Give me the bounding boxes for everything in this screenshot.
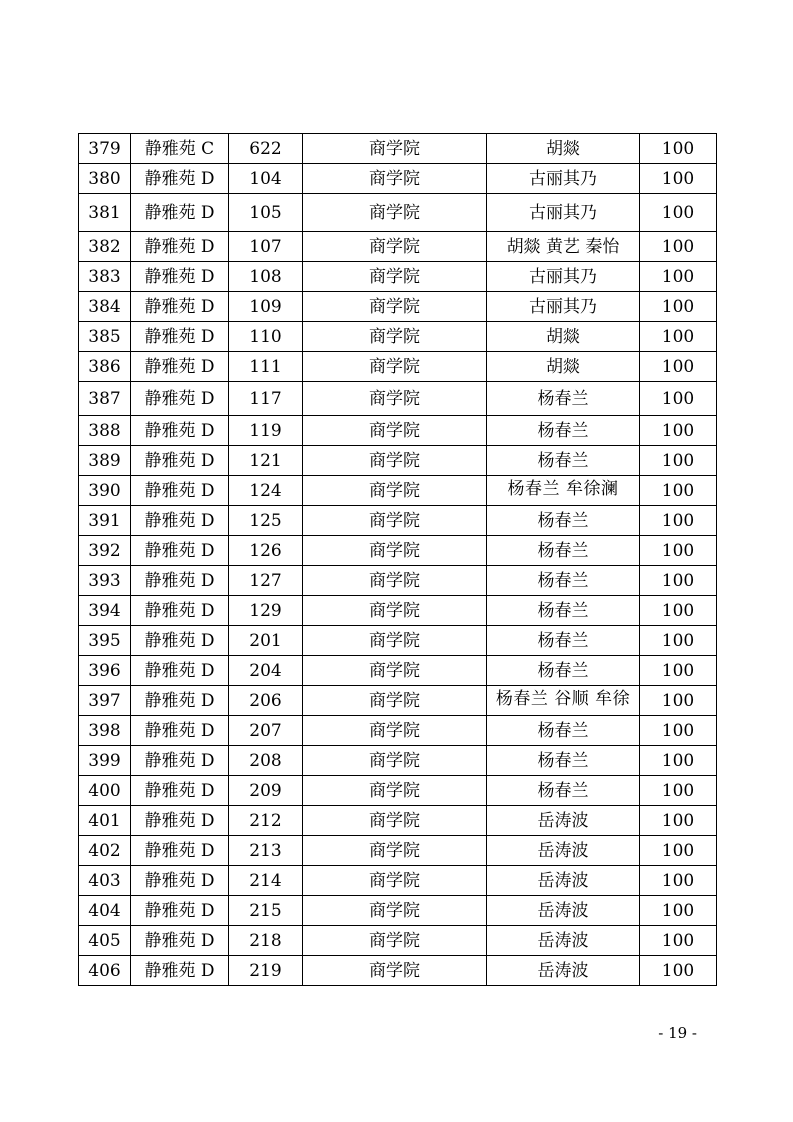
- teacher-cell: 杨春兰: [487, 776, 640, 806]
- table-row: [79, 806, 717, 836]
- college-cell: 商学院: [303, 806, 487, 836]
- building-cell: 静雅苑 D: [131, 164, 229, 194]
- teacher-cell: [487, 686, 640, 716]
- room-cell: 126: [229, 536, 303, 566]
- college-cell: 商学院: [303, 956, 487, 986]
- room-cell: 108: [229, 262, 303, 292]
- score-cell: 100: [640, 686, 717, 716]
- room-cell: 219: [229, 956, 303, 986]
- row-number-cell: 390: [79, 476, 131, 506]
- table-row: [79, 232, 717, 262]
- college-cell: 商学院: [303, 262, 487, 292]
- teacher-cell: 岳涛波: [487, 926, 640, 956]
- teacher-cell: 岳涛波: [487, 836, 640, 866]
- room-cell: 125: [229, 506, 303, 536]
- row-number-cell: 391: [79, 506, 131, 536]
- score-cell: 100: [640, 746, 717, 776]
- room-cell: 129: [229, 596, 303, 626]
- row-number-cell: 403: [79, 866, 131, 896]
- building-cell: 静雅苑 D: [131, 194, 229, 232]
- teacher-cell: 岳涛波: [487, 866, 640, 896]
- room-cell: 109: [229, 292, 303, 322]
- college-cell: 商学院: [303, 626, 487, 656]
- college-cell: 商学院: [303, 322, 487, 352]
- score-cell: 100: [640, 352, 717, 382]
- college-cell: 商学院: [303, 566, 487, 596]
- row-number-cell: 379: [79, 134, 131, 164]
- building-cell: 静雅苑 D: [131, 596, 229, 626]
- table-row: [79, 292, 717, 322]
- building-cell: 静雅苑 D: [131, 382, 229, 416]
- row-number-cell: 397: [79, 686, 131, 716]
- table-row: [79, 194, 717, 232]
- row-number-cell: 385: [79, 322, 131, 352]
- row-number-cell: 382: [79, 232, 131, 262]
- room-cell: 212: [229, 806, 303, 836]
- college-cell: 商学院: [303, 446, 487, 476]
- table-row: [79, 926, 717, 956]
- building-cell: 静雅苑 D: [131, 506, 229, 536]
- college-cell: 商学院: [303, 352, 487, 382]
- table-row: [79, 896, 717, 926]
- college-cell: 商学院: [303, 596, 487, 626]
- college-cell: 商学院: [303, 382, 487, 416]
- row-number-cell: 392: [79, 536, 131, 566]
- score-cell: 100: [640, 776, 717, 806]
- room-cell: 204: [229, 656, 303, 686]
- building-cell: 静雅苑 D: [131, 716, 229, 746]
- room-cell: 213: [229, 836, 303, 866]
- room-cell: 127: [229, 566, 303, 596]
- row-number-cell: 400: [79, 776, 131, 806]
- row-number-cell: 384: [79, 292, 131, 322]
- room-cell: 110: [229, 322, 303, 352]
- table-row: [79, 446, 717, 476]
- row-number-cell: 401: [79, 806, 131, 836]
- row-number-cell: 380: [79, 164, 131, 194]
- table-row: [79, 322, 717, 352]
- building-cell: 静雅苑 D: [131, 446, 229, 476]
- score-cell: 100: [640, 416, 717, 446]
- college-cell: 商学院: [303, 506, 487, 536]
- building-cell: 静雅苑 D: [131, 836, 229, 866]
- table-row: [79, 506, 717, 536]
- college-cell: 商学院: [303, 476, 487, 506]
- building-cell: 静雅苑 D: [131, 776, 229, 806]
- room-cell: 209: [229, 776, 303, 806]
- teacher-cell: 胡燚: [487, 134, 640, 164]
- teacher-cell: 岳涛波: [487, 806, 640, 836]
- row-number-cell: 389: [79, 446, 131, 476]
- room-cell: 119: [229, 416, 303, 446]
- college-cell: 商学院: [303, 134, 487, 164]
- teacher-cell: 杨春兰: [487, 746, 640, 776]
- teacher-cell: 杨春兰: [487, 566, 640, 596]
- score-cell: 100: [640, 134, 717, 164]
- room-cell: 208: [229, 746, 303, 776]
- college-cell: 商学院: [303, 194, 487, 232]
- row-number-cell: 406: [79, 956, 131, 986]
- room-score-table: [78, 133, 717, 986]
- building-cell: 静雅苑 D: [131, 746, 229, 776]
- teacher-cell: 杨春兰: [487, 416, 640, 446]
- score-cell: 100: [640, 322, 717, 352]
- row-number-cell: 383: [79, 262, 131, 292]
- table-row: [79, 836, 717, 866]
- table-body: [79, 134, 717, 986]
- teacher-cell: 杨春兰: [487, 716, 640, 746]
- teacher-cell: 胡燚 黄艺 秦怡: [487, 232, 640, 262]
- score-cell: 100: [640, 806, 717, 836]
- score-cell: 100: [640, 194, 717, 232]
- room-cell: 117: [229, 382, 303, 416]
- teacher-cell: 古丽其乃: [487, 292, 640, 322]
- table-row: [79, 656, 717, 686]
- score-cell: 100: [640, 956, 717, 986]
- score-cell: 100: [640, 596, 717, 626]
- table-row: [79, 776, 717, 806]
- teacher-cell: [487, 476, 640, 506]
- college-cell: 商学院: [303, 292, 487, 322]
- table-row: [79, 686, 717, 716]
- college-cell: 商学院: [303, 536, 487, 566]
- teacher-cell-text: 杨春兰 谷顺 牟徐: [495, 688, 631, 709]
- college-cell: 商学院: [303, 866, 487, 896]
- table-row: [79, 566, 717, 596]
- building-cell: 静雅苑 D: [131, 806, 229, 836]
- table-row: [79, 716, 717, 746]
- score-cell: 100: [640, 836, 717, 866]
- row-number-cell: 388: [79, 416, 131, 446]
- teacher-cell: 古丽其乃: [487, 194, 640, 232]
- building-cell: 静雅苑 C: [131, 134, 229, 164]
- row-number-cell: 393: [79, 566, 131, 596]
- teacher-cell: 胡燚: [487, 352, 640, 382]
- page-number: - 19 -: [658, 1024, 697, 1042]
- college-cell: 商学院: [303, 836, 487, 866]
- room-cell: 215: [229, 896, 303, 926]
- score-cell: 100: [640, 896, 717, 926]
- college-cell: 商学院: [303, 746, 487, 776]
- teacher-cell: 岳涛波: [487, 956, 640, 986]
- teacher-cell: 杨春兰: [487, 536, 640, 566]
- table-row: [79, 262, 717, 292]
- building-cell: 静雅苑 D: [131, 292, 229, 322]
- teacher-cell: 杨春兰: [487, 626, 640, 656]
- table-row: [79, 536, 717, 566]
- table-row: [79, 416, 717, 446]
- room-cell: 124: [229, 476, 303, 506]
- college-cell: 商学院: [303, 686, 487, 716]
- building-cell: 静雅苑 D: [131, 352, 229, 382]
- score-cell: 100: [640, 926, 717, 956]
- building-cell: 静雅苑 D: [131, 656, 229, 686]
- teacher-cell: 杨春兰: [487, 656, 640, 686]
- building-cell: 静雅苑 D: [131, 866, 229, 896]
- table-row: [79, 134, 717, 164]
- score-cell: 100: [640, 506, 717, 536]
- score-cell: 100: [640, 716, 717, 746]
- room-cell: 622: [229, 134, 303, 164]
- teacher-cell-text: 杨春兰 牟徐澜: [507, 478, 619, 499]
- college-cell: 商学院: [303, 896, 487, 926]
- score-cell: 100: [640, 164, 717, 194]
- table-row: [79, 476, 717, 506]
- row-number-cell: 381: [79, 194, 131, 232]
- room-cell: 104: [229, 164, 303, 194]
- building-cell: 静雅苑 D: [131, 322, 229, 352]
- college-cell: 商学院: [303, 926, 487, 956]
- teacher-cell: 杨春兰: [487, 596, 640, 626]
- row-number-cell: 399: [79, 746, 131, 776]
- room-cell: 121: [229, 446, 303, 476]
- room-cell: 214: [229, 866, 303, 896]
- room-cell: 107: [229, 232, 303, 262]
- score-cell: 100: [640, 262, 717, 292]
- college-cell: 商学院: [303, 716, 487, 746]
- table-row: [79, 866, 717, 896]
- room-cell: 111: [229, 352, 303, 382]
- room-cell: 218: [229, 926, 303, 956]
- college-cell: 商学院: [303, 776, 487, 806]
- table-row: [79, 626, 717, 656]
- building-cell: 静雅苑 D: [131, 232, 229, 262]
- score-cell: 100: [640, 536, 717, 566]
- row-number-cell: 387: [79, 382, 131, 416]
- college-cell: 商学院: [303, 656, 487, 686]
- teacher-cell: 胡燚: [487, 322, 640, 352]
- building-cell: 静雅苑 D: [131, 686, 229, 716]
- building-cell: 静雅苑 D: [131, 536, 229, 566]
- table-row: [79, 746, 717, 776]
- score-cell: 100: [640, 292, 717, 322]
- teacher-cell: 杨春兰: [487, 506, 640, 536]
- table-row: [79, 352, 717, 382]
- building-cell: 静雅苑 D: [131, 956, 229, 986]
- college-cell: 商学院: [303, 164, 487, 194]
- building-cell: 静雅苑 D: [131, 416, 229, 446]
- teacher-cell: 杨春兰: [487, 382, 640, 416]
- table-row: [79, 956, 717, 986]
- row-number-cell: 396: [79, 656, 131, 686]
- teacher-cell: 杨春兰: [487, 446, 640, 476]
- room-cell: 207: [229, 716, 303, 746]
- building-cell: 静雅苑 D: [131, 896, 229, 926]
- table-row: [79, 164, 717, 194]
- building-cell: 静雅苑 D: [131, 626, 229, 656]
- teacher-cell: 古丽其乃: [487, 164, 640, 194]
- building-cell: 静雅苑 D: [131, 566, 229, 596]
- room-cell: 206: [229, 686, 303, 716]
- building-cell: 静雅苑 D: [131, 926, 229, 956]
- teacher-cell: 古丽其乃: [487, 262, 640, 292]
- row-number-cell: 405: [79, 926, 131, 956]
- score-cell: 100: [640, 656, 717, 686]
- row-number-cell: 394: [79, 596, 131, 626]
- table-row: [79, 382, 717, 416]
- building-cell: 静雅苑 D: [131, 262, 229, 292]
- score-cell: 100: [640, 866, 717, 896]
- college-cell: 商学院: [303, 232, 487, 262]
- row-number-cell: 398: [79, 716, 131, 746]
- building-cell: 静雅苑 D: [131, 476, 229, 506]
- table-row: [79, 596, 717, 626]
- score-cell: 100: [640, 232, 717, 262]
- row-number-cell: 402: [79, 836, 131, 866]
- room-cell: 105: [229, 194, 303, 232]
- score-cell: 100: [640, 476, 717, 506]
- room-cell: 201: [229, 626, 303, 656]
- score-cell: 100: [640, 626, 717, 656]
- row-number-cell: 404: [79, 896, 131, 926]
- score-cell: 100: [640, 382, 717, 416]
- teacher-cell: 岳涛波: [487, 896, 640, 926]
- row-number-cell: 395: [79, 626, 131, 656]
- score-cell: 100: [640, 566, 717, 596]
- row-number-cell: 386: [79, 352, 131, 382]
- college-cell: 商学院: [303, 416, 487, 446]
- score-cell: 100: [640, 446, 717, 476]
